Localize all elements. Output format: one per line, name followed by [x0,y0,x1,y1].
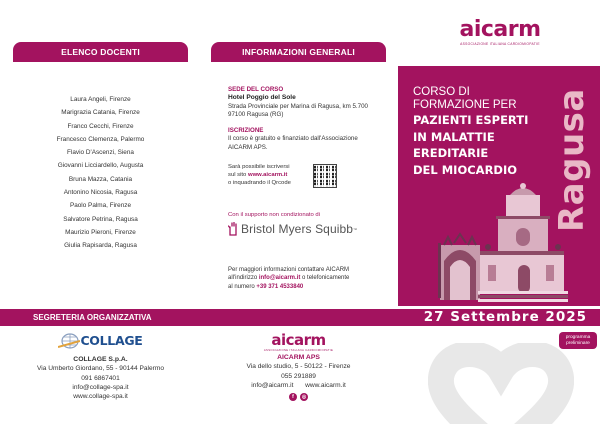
docente-item: Paolo Palma, Firenze [69,202,132,210]
aicarm-footer-subtitle: ASSOCIAZIONE ITALIANA CARDIOMIOPATIE [263,348,334,352]
docente-item: Laura Angeli, Firenze [70,96,131,103]
aicarm-email[interactable]: info@aicarm.it [251,381,294,389]
signup-line-3: o inquadrando il Qrcode [228,180,291,186]
badge-line-1: programma [565,334,591,340]
docente-item: Marigrazia Catania, Firenze [61,109,140,117]
docente-item: Bruna Mazza, Catania [68,175,133,183]
trademark: ™ [353,226,358,232]
informazioni-generali-title: INFORMAZIONI GENERALI [242,47,355,57]
iscrizione-section [228,127,358,152]
signup-line-2 [228,171,291,179]
collage-logo-text: COLLAGE [80,333,143,349]
docente-item: Francesco Clemenza, Palermo [56,135,145,143]
title-light-1: CORSO DI [413,86,470,98]
aicarm-footer-logo: aicarm [271,331,326,349]
collage-phone[interactable]: 091 6867401 [81,374,120,382]
aicarm-cover-logo [450,18,550,46]
church-illustration [438,183,568,303]
contact-section [228,266,349,291]
aicarm-web[interactable]: www.aicarm.it [305,381,346,389]
elenco-docenti-header [13,42,188,62]
heart-icon [428,343,574,424]
docente-item: Salvatore Petrina, Ragusa [63,215,138,223]
qr-code[interactable] [313,164,337,188]
sede-title: SEDE DEL CORSO [228,86,284,93]
venue-address-2: 97100 Ragusa (RG) [228,111,284,119]
iscrizione-line-2: AICARM APS. [228,143,268,151]
contact-prefix: all'indirizzo [228,275,259,282]
aicarm-phone[interactable]: 055 291889 [281,372,316,380]
docente-item: Flavio D'Ascenzi, Siena [67,149,134,157]
collage-contact [13,330,188,401]
instagram-icon[interactable]: ◎ [301,394,307,401]
title-bold-4: DEL MIOCARDIO [413,162,518,177]
docente-item: Maurizio Pieroni, Firenze [65,228,136,236]
sponsor-label: Con il supporto non condizionato di [228,212,321,218]
contact-line-1: Per maggiori informazioni contattare AICARM [228,267,350,273]
sponsor-name: Bristol Myers Squibb [241,222,354,236]
signup-link[interactable]: www.aicarm.it [247,172,288,178]
social-links [211,393,386,401]
signup-section [228,163,291,187]
segreteria-header: SEGRETERIA ORGANIZZATIVA [33,313,152,322]
city-name: Ragusa [552,88,592,232]
collage-email[interactable]: info@collage-spa.it [72,383,129,391]
event-date: 27 Settembre 2025 [423,309,587,325]
title-bold-3: EREDITARIE [413,146,489,160]
informazioni-generali-header [211,42,386,62]
aicarm-logo-word: aicarm [459,17,541,42]
aicarm-address: Via dello studio, 5 - 50122 - Firenze [246,363,351,371]
course-title [413,86,563,178]
docente-item: Antonino Nicosia, Ragusa [63,189,138,197]
title-light-2: FORMAZIONE PER [413,99,517,111]
sponsor-logo [228,222,357,236]
signup-prefix: sul sito [228,172,248,178]
docente-item: Franco Cecchi, Firenze [67,122,134,130]
docenti-list [13,93,188,253]
docente-item: Giovanni Licciardello, Augusta [57,162,144,170]
collage-name: COLLAGE S.p.A. [73,356,128,363]
elenco-docenti-title: ELENCO DOCENTI [61,47,140,57]
iscrizione-line-1: Il corso è gratuito e finanziato dall'Associazione [228,135,358,143]
contact-email-link[interactable]: info@aicarm.it [258,275,301,282]
badge-line-2: preliminare [566,340,590,346]
collage-logo [13,330,188,352]
venue-name: Hotel Poggio del Sole [228,94,296,102]
collage-web[interactable]: www.collage-spa.it [73,393,128,401]
sede-section [228,86,368,120]
globe-icon [58,333,80,349]
title-bold-2: IN MALATTIE [413,129,495,144]
bms-hand-icon [228,222,238,236]
aicarm-name: AICARM APS [277,354,320,361]
signup-line-1: Sarà possibile iscriversi [228,164,290,170]
venue-address-1: Strada Provinciale per Marina di Ragusa, km 5.700 [228,102,368,110]
contact-suffix: o telefonicamente [300,275,350,282]
contact-phone-link[interactable]: +39 371 4533840 [256,283,304,290]
facebook-icon[interactable]: f [289,393,297,401]
aicarm-contact [211,330,386,401]
aicarm-logo-subtitle: ASSOCIAZIONE ITALIANA CARDIOMIOPATIE [460,42,540,46]
collage-address: Via Umberto Giordano, 55 - 90144 Palermo [36,365,165,373]
phone-prefix: al numero [228,283,257,290]
iscrizione-title: ISCRIZIONE [228,127,264,134]
docente-item: Giulia Rapisarda, Ragusa [64,242,137,250]
title-bold-1: PAZIENTI ESPERTI [413,113,529,127]
